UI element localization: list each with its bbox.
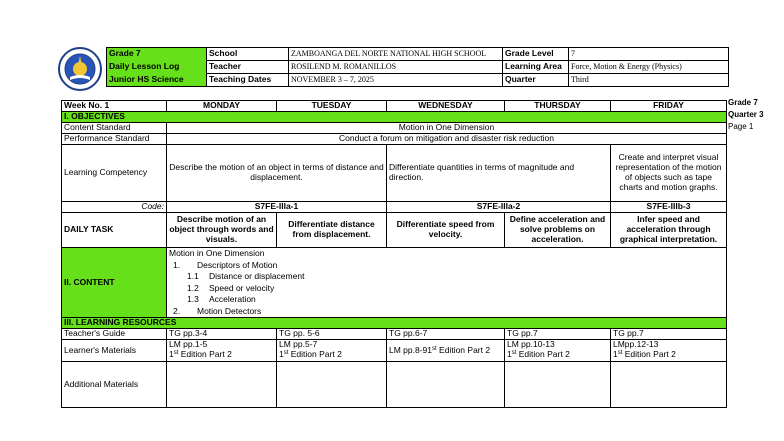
content-standard-label: Content Standard xyxy=(62,123,167,134)
competency-2: Differentiate quantities in terms of magnitude and direction. xyxy=(387,145,611,202)
tg-tuesday: TG pp. 5-6 xyxy=(277,329,387,340)
level-label: Junior HS Science xyxy=(107,74,207,87)
objectives-section: I. OBJECTIVES xyxy=(62,112,727,123)
side-page: Page 1 xyxy=(728,122,754,131)
content-list xyxy=(167,248,727,318)
additional-materials-label: Additional Materials xyxy=(62,362,167,408)
competency-1: Describe the motion of an object in terms of distance and displacement. xyxy=(167,145,387,202)
header-table xyxy=(106,47,729,87)
side-grade: Grade 7 xyxy=(728,98,758,107)
learners-materials-label: Learner's Materials xyxy=(62,340,167,362)
day-wednesday: WEDNESDAY xyxy=(387,101,505,112)
code-3: S7FE-IIIb-3 xyxy=(611,202,727,213)
teachers-guide-label: Teacher's Guide xyxy=(62,329,167,340)
tg-monday: TG pp.3-4 xyxy=(167,329,277,340)
am-friday xyxy=(611,362,727,408)
task-friday: Infer speed and acceleration through graphical interpretation. xyxy=(611,213,727,248)
task-wednesday: Differentiate speed from velocity. xyxy=(387,213,505,248)
am-monday xyxy=(167,362,277,408)
day-friday: FRIDAY xyxy=(611,101,727,112)
tg-friday: TG pp.7 xyxy=(611,329,727,340)
am-tuesday xyxy=(277,362,387,408)
task-tuesday: Differentiate distance from displacement. xyxy=(277,213,387,248)
competency-label: Learning Competency xyxy=(62,145,167,202)
content-standard-value: Motion in One Dimension xyxy=(167,123,727,134)
learning-area-label: Learning Area xyxy=(503,61,569,74)
task-thursday: Define acceleration and solve problems on acceleration. xyxy=(505,213,611,248)
quarter-label: Quarter xyxy=(503,74,569,87)
deped-seal-logo xyxy=(58,47,102,91)
tg-thursday: TG pp.7 xyxy=(505,329,611,340)
am-thursday xyxy=(505,362,611,408)
week-label: Week No. 1 xyxy=(62,101,167,112)
competency-3: Create and interpret visual representation of the motion of objects such as tape charts and motion graphs. xyxy=(611,145,727,202)
content-item: 1.2 Speed or velocity xyxy=(187,282,275,293)
content-item: 1. Descriptors of Motion xyxy=(173,259,278,270)
code-1: S7FE-IIIa-1 xyxy=(167,202,387,213)
content-item: 2. Motion Detectors xyxy=(173,305,262,316)
content-section: II. CONTENT xyxy=(62,248,167,318)
lm-thursday: LM pp.10-13 1st Edition Part 2 xyxy=(505,340,611,362)
task-monday: Describe motion of an object through words and visuals. xyxy=(167,213,277,248)
performance-standard-value: Conduct a forum on mitigation and disaster risk reduction xyxy=(167,134,727,145)
grade-label: Grade 7 xyxy=(107,48,207,61)
day-monday: MONDAY xyxy=(167,101,277,112)
dates-value: NOVEMBER 3 – 7, 2025 xyxy=(289,74,503,87)
log-type-label: Daily Lesson Log xyxy=(107,61,207,74)
lm-wednesday: LM pp.8-91st Edition Part 2 xyxy=(387,340,505,362)
teacher-value: ROSILEND M. ROMANILLOS xyxy=(289,61,503,74)
grade-level-label: Grade Level xyxy=(503,48,569,61)
school-label: School xyxy=(207,48,289,61)
performance-standard-label: Performance Standard xyxy=(62,134,167,145)
daily-task-label: DAILY TASK xyxy=(62,213,167,248)
content-title: Motion in One Dimension xyxy=(169,248,265,258)
code-2: S7FE-IIIa-2 xyxy=(387,202,611,213)
am-wednesday xyxy=(387,362,505,408)
grade-level-value: 7 xyxy=(569,48,729,61)
lm-monday: LM pp.1-5 1st Edition Part 2 xyxy=(167,340,277,362)
lesson-log-table xyxy=(61,100,727,408)
day-thursday: THURSDAY xyxy=(505,101,611,112)
tg-wednesday: TG pp.6-7 xyxy=(387,329,505,340)
content-item: 1.3 Acceleration xyxy=(187,294,256,304)
quarter-value: Third xyxy=(569,74,729,87)
school-value: ZAMBOANGA DEL NORTE NATIONAL HIGH SCHOOL xyxy=(289,48,503,61)
learning-area-value: Force, Motion & Energy (Physics) xyxy=(569,61,729,74)
day-tuesday: TUESDAY xyxy=(277,101,387,112)
side-note xyxy=(728,97,764,133)
dates-label: Teaching Dates xyxy=(207,74,289,87)
resources-section: III. LEARNING RESOURCES xyxy=(62,318,727,329)
code-label: Code: xyxy=(62,202,167,213)
side-quarter: Quarter 3 xyxy=(728,110,764,119)
lm-friday: LMpp.12-13 1st Edition Part 2 xyxy=(611,340,727,362)
lm-tuesday: LM pp.5-7 1st Edition Part 2 xyxy=(277,340,387,362)
teacher-label: Teacher xyxy=(207,61,289,74)
content-item: 1.1 Distance or displacement xyxy=(187,271,305,281)
